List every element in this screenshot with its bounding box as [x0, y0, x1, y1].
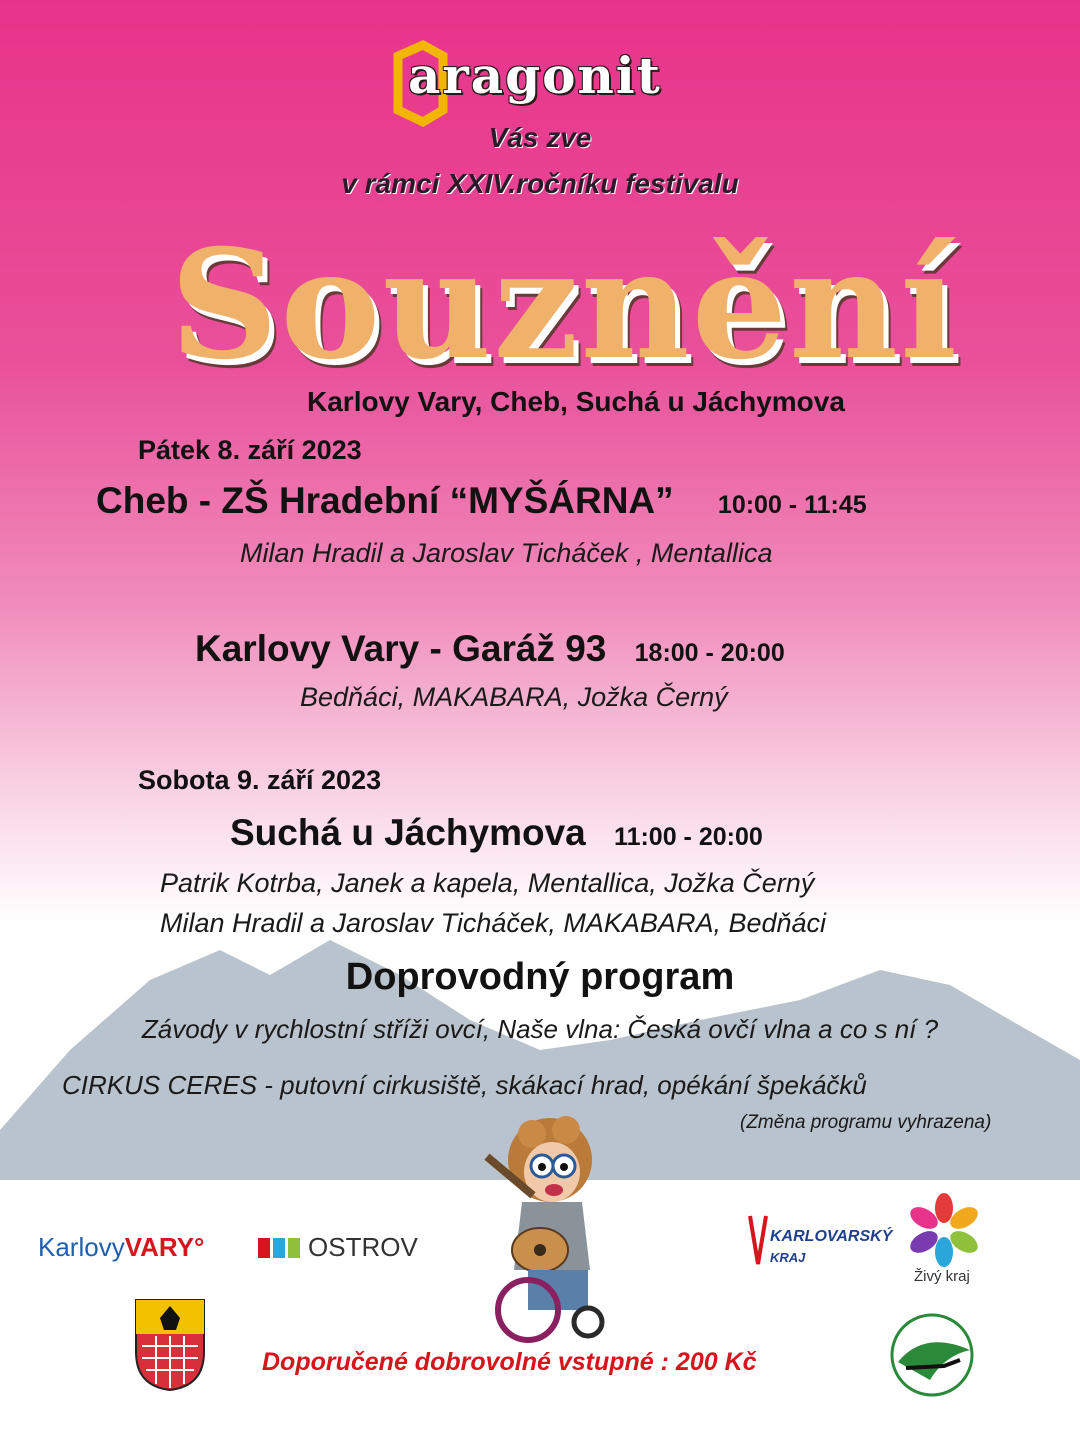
ostrov-logo [258, 1232, 418, 1263]
side-program-line-2: CIRKUS CERES - putovní cirkusiště, skákací hrad, opékání špekáčků [62, 1070, 867, 1100]
ostrov-green-icon [288, 1238, 300, 1258]
invite-line-2: v rámci XXIV.ročníku festivalu [341, 168, 739, 199]
zivy-kraj-flower-icon [906, 1192, 982, 1268]
karlovy-vary-word: Karlovy [38, 1232, 125, 1262]
event-performers: Milan Hradil a Jaroslav Ticháček , Mentallica [240, 538, 773, 568]
event-time: 11:00 - 20:00 [614, 823, 763, 851]
event-venue-karlovy-vary [195, 628, 785, 670]
side-program-title: Doprovodný program [345, 956, 735, 998]
side-program-line-1: Závody v rychlostní stříži ovcí, Naše vlna: Česká ovčí vlna a co s ní ? [141, 1014, 939, 1044]
event-venue-name: Karlovy Vary - Garáž 93 [195, 628, 607, 669]
zivy-kraj-label: Živý kraj [914, 1268, 970, 1285]
organizer-logo [388, 40, 688, 130]
ostrov-red-icon [258, 1238, 270, 1258]
karlovy-vary-logo [38, 1232, 204, 1263]
vary-word: VARY° [124, 1232, 205, 1262]
ostrov-word: OSTROV [308, 1232, 418, 1262]
event-performers: Bedňáci, MAKABARA, Jožka Černý [300, 682, 728, 712]
event-venue-name: Cheb - ZŠ Hradební “MYŠÁRNA” [96, 480, 674, 521]
kraj-v-icon [748, 1214, 768, 1268]
event-performers-2: Milan Hradil a Jaroslav Ticháček, MAKABARA, Bedňáci [160, 908, 827, 938]
event-time: 10:00 - 11:45 [717, 491, 867, 519]
organizer-name: aragonit [408, 46, 662, 105]
day-date-saturday: Sobota 9. září 2023 [138, 765, 382, 795]
sheep-association-logo-icon [884, 1310, 984, 1400]
karlovarsky-word: KARLOVARSKÝ [770, 1228, 893, 1245]
event-venue-name: Suchá u Jáchymova [230, 812, 586, 853]
invite-line-1: Vás zve [488, 122, 592, 153]
event-venue-sucha [230, 812, 763, 854]
coat-of-arms-icon [132, 1296, 208, 1392]
guitarist-mascot-icon [470, 1110, 630, 1350]
entry-fee: Doporučené dobrovolné vstupné : 200 Kč [262, 1348, 757, 1376]
karlovarsky-kraj-logo [748, 1214, 898, 1274]
festival-title: Souznění [170, 217, 960, 393]
program-note: (Změna programu vyhrazena) [740, 1112, 992, 1133]
event-time: 18:00 - 20:00 [634, 639, 785, 667]
kraj-word: KRAJ [770, 1250, 806, 1265]
day-date-friday: Pátek 8. září 2023 [138, 435, 362, 465]
event-performers: Patrik Kotrba, Janek a kapela, Mentallica, Jožka Černý [160, 868, 815, 898]
ostrov-blue-icon [273, 1238, 285, 1258]
locations: Karlovy Vary, Cheb, Suchá u Jáchymova [307, 386, 845, 417]
event-venue-cheb [96, 480, 867, 522]
